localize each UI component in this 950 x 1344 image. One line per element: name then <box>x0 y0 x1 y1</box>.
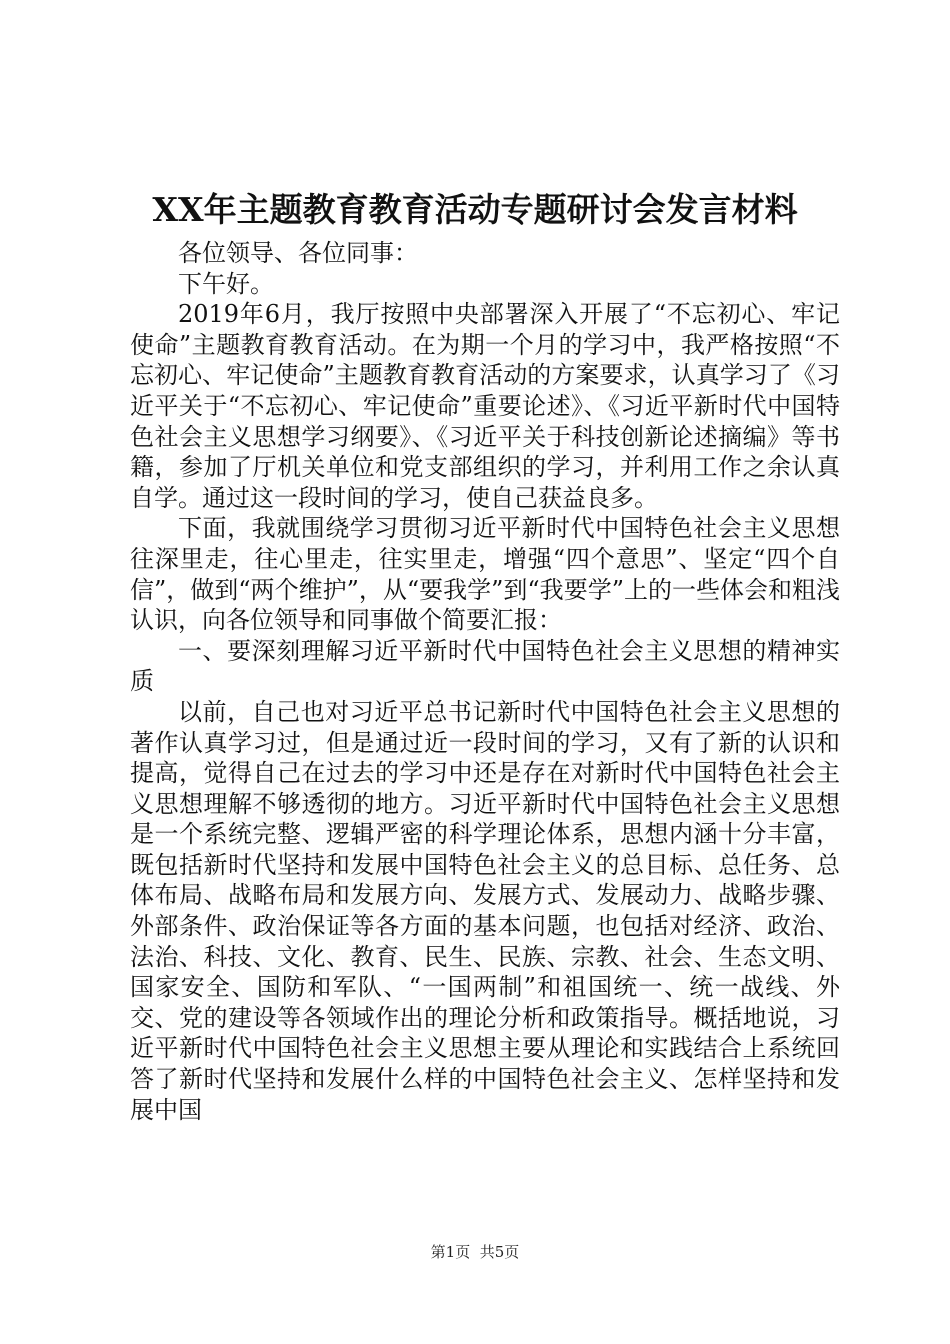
body-paragraph: 下面，我就围绕学习贯彻习近平新时代中国特色社会主义思想往深里走，往心里走，往实里走，增强“四个意思”、坚定“四个自信”，做到“两个维护”，从“要我学”到“我要学”上的一些体会和粗浅认识，向各位领导和同事做个简要汇报： <box>130 514 840 635</box>
section-heading: 一、要深刻理解习近平新时代中国特色社会主义思想的精神实质 <box>130 636 840 696</box>
body-paragraph: 以前，自己也对习近平总书记新时代中国特色社会主义思想的著作认真学习过，但是通过近一段时间的学习，又有了新的认识和提高，觉得自己在过去的学习中还是存在对新时代中国特色社会主义思想理解不够透彻的地方。习近平新时代中国特色社会主义思想是一个系统完整、逻辑严密的科学理论体系，思想内涵十分丰富，既包括新时代坚持和发展中国特色社会主义的总目标、总任务、总体布局、战略布局和发展方向、发展方式、发展动力、战略步骤、外部条件、政治保证等各方面的基本问题，也包括对经济、政治、法治、科技、文化、教育、民生、民族、宗教、社会、生态文明、国家安全、国防和军队、“一国两制”和祖国统一、统一战线、外交、党的建设等各领域作出的理论分析和政策指导。概括地说，习近平新时代中国特色社会主义思想主要从理论和实践结合上系统回答了新时代坚持和发展什么样的中国特色社会主义、怎样坚持和发展中国 <box>130 697 840 1124</box>
footer-separator <box>470 1243 480 1261</box>
body-paragraph: 2019年6月，我厅按照中央部署深入开展了“不忘初心、牢记使命”主题教育教育活动。在为期一个月的学习中，我严格按照“不忘初心、牢记使命”主题教育教育活动的方案要求，认真学习了《习近平关于“不忘初心、牢记使命”重要论述》、《习近平新时代中国特色社会主义思想学习纲要》、《习近平关于科技创新论述摘编》等书籍，参加了厅机关单位和党支部组织的学习，并利用工作之余认真自学。通过这一段时间的学习，使自己获益良多。 <box>130 300 840 512</box>
page-total: 共5页 <box>479 1243 520 1261</box>
document-body <box>130 238 840 1125</box>
salutation-paragraph: 下午好。 <box>178 269 274 298</box>
page-number: 第1页 <box>430 1243 471 1261</box>
document-title: XX年主题教育教育活动专题研讨会发言材料 <box>152 190 798 229</box>
page-footer <box>0 1242 950 1262</box>
greeting-paragraph: 各位领导、各位同事： <box>178 239 418 267</box>
